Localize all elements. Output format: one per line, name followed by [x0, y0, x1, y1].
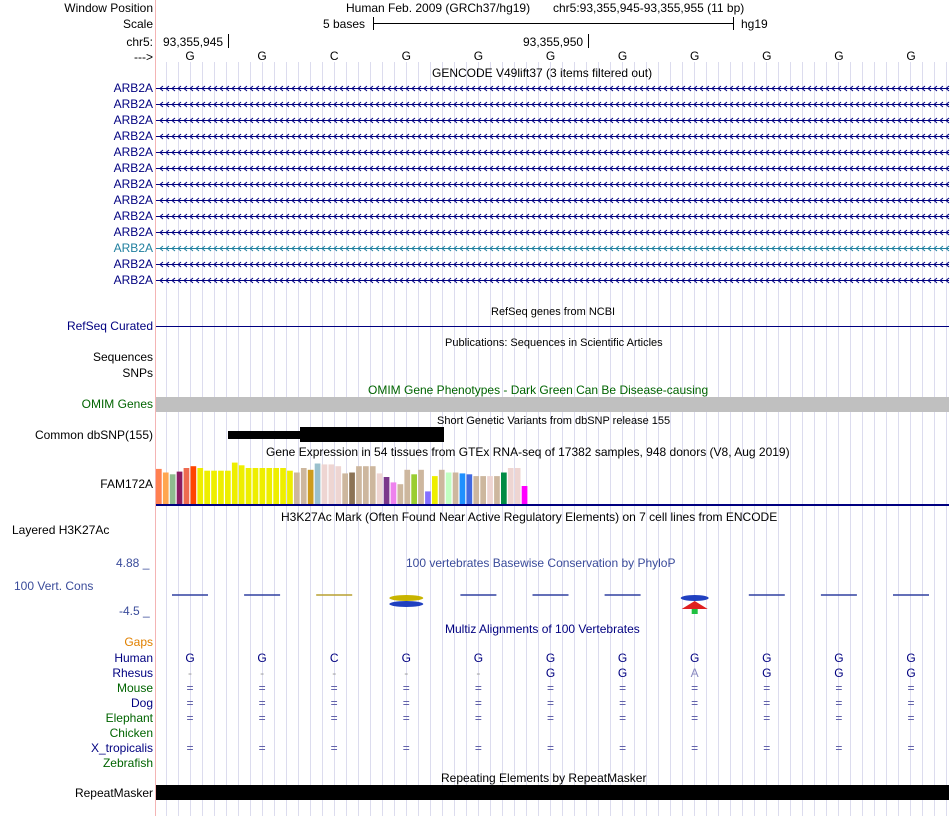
- cons-label[interactable]: 100 Vert. Cons: [14, 579, 94, 593]
- gtex-tissue-bar: [197, 468, 203, 504]
- repeatmasker-title: Repeating Elements by RepeatMasker: [441, 771, 647, 785]
- gtex-tissue-bar: [232, 463, 238, 504]
- scale-bar-text: 5 bases: [323, 17, 366, 31]
- gtex-tissue-bar: [225, 471, 231, 504]
- cons-title: 100 vertebrates Basewise Conservation by PhyloP: [406, 556, 676, 570]
- gtex-tissue-bar: [384, 477, 390, 504]
- multiz-alignment-char: G: [185, 651, 195, 665]
- multiz-alignment-char: =: [691, 741, 699, 755]
- coord-left: 93,355,945: [163, 35, 224, 49]
- multiz-alignment-char: =: [186, 696, 194, 710]
- multiz-alignment-char: -: [332, 666, 337, 680]
- gencode-item-label[interactable]: ARB2A: [113, 145, 153, 159]
- gtex-tissue-bar: [439, 470, 445, 504]
- cons-logo-c: [389, 601, 423, 607]
- gtex-tissue-bar: [391, 482, 397, 504]
- multiz-alignment-char: G: [834, 651, 844, 665]
- gtex-tissue-bar: [211, 471, 217, 504]
- gtex-tissue-bar: [377, 473, 383, 504]
- repeatmasker-bar: [156, 785, 949, 800]
- refseq-title: RefSeq genes from NCBI: [491, 306, 616, 318]
- multiz-alignment-char: G: [401, 651, 411, 665]
- gtex-label[interactable]: FAM172A: [100, 477, 153, 491]
- base-letter: G: [762, 49, 772, 63]
- gtex-tissue-bar: [349, 473, 355, 505]
- multiz-alignment-char: =: [258, 741, 266, 755]
- multiz-alignment-char: =: [330, 681, 338, 695]
- multiz-alignment-char: =: [835, 741, 843, 755]
- gencode-item-label[interactable]: ARB2A: [113, 241, 153, 255]
- multiz-alignment-char: =: [835, 681, 843, 695]
- gtex-tissue-bar: [453, 473, 459, 505]
- multiz-alignment-char: =: [186, 681, 194, 695]
- publications-label[interactable]: Sequences: [92, 350, 153, 364]
- multiz-species-label[interactable]: X_tropicalis: [90, 741, 153, 755]
- dbsnp-title: Short Genetic Variants from dbSNP release 155: [437, 415, 671, 427]
- omim-label[interactable]: OMIM Genes: [81, 397, 153, 411]
- multiz-alignment-char: =: [474, 741, 482, 755]
- multiz-alignment-char: =: [474, 681, 482, 695]
- multiz-alignment-char: =: [330, 741, 338, 755]
- multiz-alignment-char: G: [617, 666, 628, 680]
- gtex-tissue-bar: [260, 468, 266, 504]
- multiz-alignment-char: =: [546, 696, 554, 710]
- multiz-alignment-char: =: [546, 711, 554, 725]
- multiz-alignment-char: =: [402, 741, 410, 755]
- multiz-alignment-char: =: [546, 681, 554, 695]
- multiz-alignment-char: =: [619, 741, 627, 755]
- gtex-tissue-bar: [273, 468, 279, 504]
- cons-ymin-label: -4.5 _: [119, 604, 150, 618]
- gtex-tissue-bar: [329, 464, 335, 504]
- base-letter: G: [690, 49, 700, 63]
- gtex-tissue-bar: [508, 468, 514, 504]
- multiz-alignment-char: C: [329, 651, 339, 665]
- multiz-alignment-char: =: [402, 681, 410, 695]
- strand-label: --->: [134, 50, 153, 64]
- gtex-tissue-bar: [239, 465, 245, 504]
- gencode-item-label[interactable]: ARB2A: [113, 177, 153, 191]
- base-letter: G: [545, 49, 556, 63]
- gtex-tissue-bar: [487, 476, 493, 504]
- multiz-alignment-char: =: [619, 711, 627, 725]
- gtex-tissue-bar: [177, 472, 183, 504]
- base-letter: G: [185, 49, 195, 63]
- gtex-title: Gene Expression in 54 tissues from GTEx RNA-seq of 17382 samples, 948 donors (V8, Aug 2019): [266, 445, 790, 459]
- gencode-item-label[interactable]: ARB2A: [113, 193, 153, 207]
- gtex-tissue-bar: [480, 476, 486, 504]
- assembly-text: Human Feb. 2009 (GRCh37/hg19): [346, 1, 531, 15]
- cons-logo-c2: [681, 595, 709, 601]
- multiz-alignment-char: =: [258, 711, 266, 725]
- gencode-item-label[interactable]: ARB2A: [113, 225, 153, 239]
- multiz-alignment-char: G: [762, 651, 772, 665]
- multiz-alignment-char: G: [257, 651, 267, 665]
- gtex-tissue-bar: [515, 468, 521, 504]
- cons-logo-t: [692, 609, 698, 614]
- gtex-tissue-bar: [418, 470, 424, 504]
- multiz-species-label[interactable]: Dog: [130, 696, 153, 710]
- base-letter: G: [473, 49, 484, 63]
- multiz-alignment-char: =: [691, 696, 699, 710]
- gaps-label[interactable]: Gaps: [124, 635, 153, 649]
- multiz-alignment-char: =: [691, 681, 699, 695]
- gtex-tissue-bar: [280, 468, 286, 504]
- multiz-alignment-char: =: [330, 711, 338, 725]
- coord-mid: 93,355,950: [523, 35, 584, 49]
- multiz-alignment-char: G: [762, 666, 772, 680]
- base-letter: G: [617, 49, 628, 63]
- gtex-tissue-bar: [494, 476, 500, 504]
- multiz-alignment-char: =: [258, 696, 266, 710]
- gtex-tissue-bar: [315, 464, 321, 505]
- gtex-tissue-bar: [191, 466, 197, 504]
- multiz-species-label[interactable]: Rhesus: [112, 666, 153, 680]
- multiz-alignment-char: =: [835, 711, 843, 725]
- multiz-alignment-char: G: [906, 651, 916, 665]
- publications-title: Publications: Sequences in Scientific Articles: [445, 337, 663, 349]
- multiz-species-label[interactable]: Mouse: [116, 681, 153, 695]
- base-letter: G: [401, 49, 411, 63]
- repeatmasker-label[interactable]: RepeatMasker: [74, 786, 153, 800]
- gtex-tissue-bar: [432, 476, 438, 504]
- gtex-tissue-bar: [467, 474, 473, 504]
- multiz-alignment-char: =: [619, 681, 627, 695]
- multiz-alignment-char: =: [330, 696, 338, 710]
- gtex-tissue-bar: [294, 473, 300, 505]
- gtex-tissue-bar: [363, 466, 369, 504]
- multiz-alignment-char: =: [546, 741, 554, 755]
- multiz-alignment-char: =: [835, 696, 843, 710]
- base-letter: C: [329, 49, 339, 63]
- multiz-alignment-char: -: [260, 666, 265, 680]
- cons-logo-a: [682, 601, 708, 609]
- base-letter: G: [906, 49, 916, 63]
- refseq-label[interactable]: RefSeq Curated: [66, 319, 153, 333]
- gtex-tissue-bar: [335, 466, 341, 504]
- gtex-tissue-bar: [460, 473, 466, 504]
- multiz-title: Multiz Alignments of 100 Vertebrates: [445, 622, 640, 636]
- omim-phenotype-bar: [156, 397, 949, 412]
- multiz-alignment-char: =: [186, 741, 194, 755]
- multiz-alignment-char: =: [763, 681, 771, 695]
- multiz-alignment-char: -: [404, 666, 409, 680]
- multiz-species-label[interactable]: Chicken: [109, 726, 153, 740]
- multiz-alignment-char: =: [907, 741, 915, 755]
- gtex-tissue-bar: [370, 466, 376, 504]
- multiz-alignment-char: =: [619, 696, 627, 710]
- multiz-alignment-char: =: [691, 711, 699, 725]
- chrom-label: chr5:: [126, 35, 153, 49]
- gencode-item-label[interactable]: ARB2A: [113, 209, 153, 223]
- multiz-alignment-char: =: [763, 696, 771, 710]
- gtex-tissue-bar: [411, 474, 417, 504]
- multiz-alignment-char: =: [474, 711, 482, 725]
- multiz-alignment-char: G: [473, 651, 484, 665]
- scale-db: hg19: [741, 17, 768, 31]
- gtex-tissue-bar: [218, 471, 224, 504]
- multiz-alignment-char: =: [402, 711, 410, 725]
- multiz-species-label[interactable]: Human: [114, 651, 153, 665]
- dbsnp-label[interactable]: Common dbSNP(155): [34, 428, 153, 442]
- multiz-alignment-char: =: [907, 681, 915, 695]
- gtex-tissue-bar: [253, 468, 259, 504]
- multiz-alignment-char: =: [402, 696, 410, 710]
- multiz-alignment-char: =: [474, 696, 482, 710]
- gtex-tissue-bar: [170, 474, 176, 504]
- base-letter: G: [257, 49, 267, 63]
- gtex-tissue-bar: [322, 464, 328, 504]
- multiz-alignment-char: =: [763, 741, 771, 755]
- multiz-alignment-char: G: [906, 666, 916, 680]
- gtex-tissue-bar: [473, 476, 479, 504]
- position-text: chr5:93,355,945-93,355,955 (11 bp): [553, 1, 745, 15]
- gtex-tissue-bar: [446, 473, 452, 505]
- gencode-item-label[interactable]: ARB2A: [113, 161, 153, 175]
- multiz-alignment-char: G: [834, 666, 844, 680]
- gencode-item-label[interactable]: ARB2A: [113, 113, 153, 127]
- gencode-item-label[interactable]: ARB2A: [113, 257, 153, 271]
- multiz-alignment-char: =: [907, 696, 915, 710]
- multiz-species-label[interactable]: Elephant: [105, 711, 153, 725]
- gtex-tissue-bar: [398, 484, 404, 504]
- scale-label: Scale: [122, 17, 153, 31]
- gtex-tissue-bar: [425, 491, 431, 504]
- multiz-alignment-char: =: [258, 681, 266, 695]
- gtex-tissue-bar: [163, 473, 169, 505]
- multiz-alignment-char: -: [188, 666, 192, 680]
- gtex-tissue-bar: [308, 470, 314, 504]
- gtex-tissue-bar: [266, 468, 272, 504]
- multiz-alignment-char: =: [907, 711, 915, 725]
- gtex-tissue-bar: [301, 468, 307, 504]
- multiz-alignment-char: G: [617, 651, 628, 665]
- window-position-label: Window Position: [64, 1, 153, 15]
- dbsnp-variant-thin: [228, 431, 300, 439]
- gencode-item-label[interactable]: ARB2A: [113, 273, 153, 287]
- multiz-alignment-char: -: [476, 666, 481, 680]
- base-letter: G: [834, 49, 844, 63]
- cons-logo-g: [389, 595, 423, 601]
- gencode-item-label[interactable]: ARB2A: [113, 97, 153, 111]
- gencode-title: GENCODE V49lift37 (3 items filtered out): [432, 66, 653, 80]
- multiz-alignment-char: G: [690, 651, 700, 665]
- gtex-tissue-bar: [501, 473, 507, 505]
- omim-title: OMIM Gene Phenotypes - Dark Green Can Be Disease-causing: [368, 383, 709, 397]
- multiz-alignment-char: G: [545, 651, 556, 665]
- gtex-tissue-bar: [404, 470, 410, 504]
- h3k27ac-title: H3K27Ac Mark (Often Found Near Active Regulatory Elements) on 7 cell lines from ENCODE: [281, 510, 778, 524]
- snps-label[interactable]: SNPs: [122, 366, 153, 380]
- dbsnp-variant-thick: [300, 427, 444, 442]
- gtex-tissue-bar: [156, 469, 162, 504]
- gtex-tissue-bar: [342, 473, 348, 504]
- gtex-tissue-bar: [287, 471, 293, 504]
- multiz-species-label[interactable]: Zebrafish: [102, 756, 153, 770]
- multiz-alignment-char: =: [186, 711, 194, 725]
- gtex-tissue-bar: [184, 468, 190, 504]
- multiz-alignment-char: =: [763, 711, 771, 725]
- gencode-item-label[interactable]: ARB2A: [113, 81, 153, 95]
- multiz-alignment-char: A: [690, 666, 699, 680]
- gtex-tissue-bar: [356, 466, 362, 504]
- gtex-tissue-bar: [522, 486, 528, 504]
- gtex-tissue-bar: [246, 468, 252, 504]
- cons-ymax-label: 4.88 _: [116, 556, 150, 570]
- gtex-tissue-bar: [204, 471, 210, 504]
- multiz-alignment-char: G: [545, 666, 556, 680]
- gencode-item-label[interactable]: ARB2A: [113, 129, 153, 143]
- h3k27ac-label[interactable]: Layered H3K27Ac: [12, 523, 110, 537]
